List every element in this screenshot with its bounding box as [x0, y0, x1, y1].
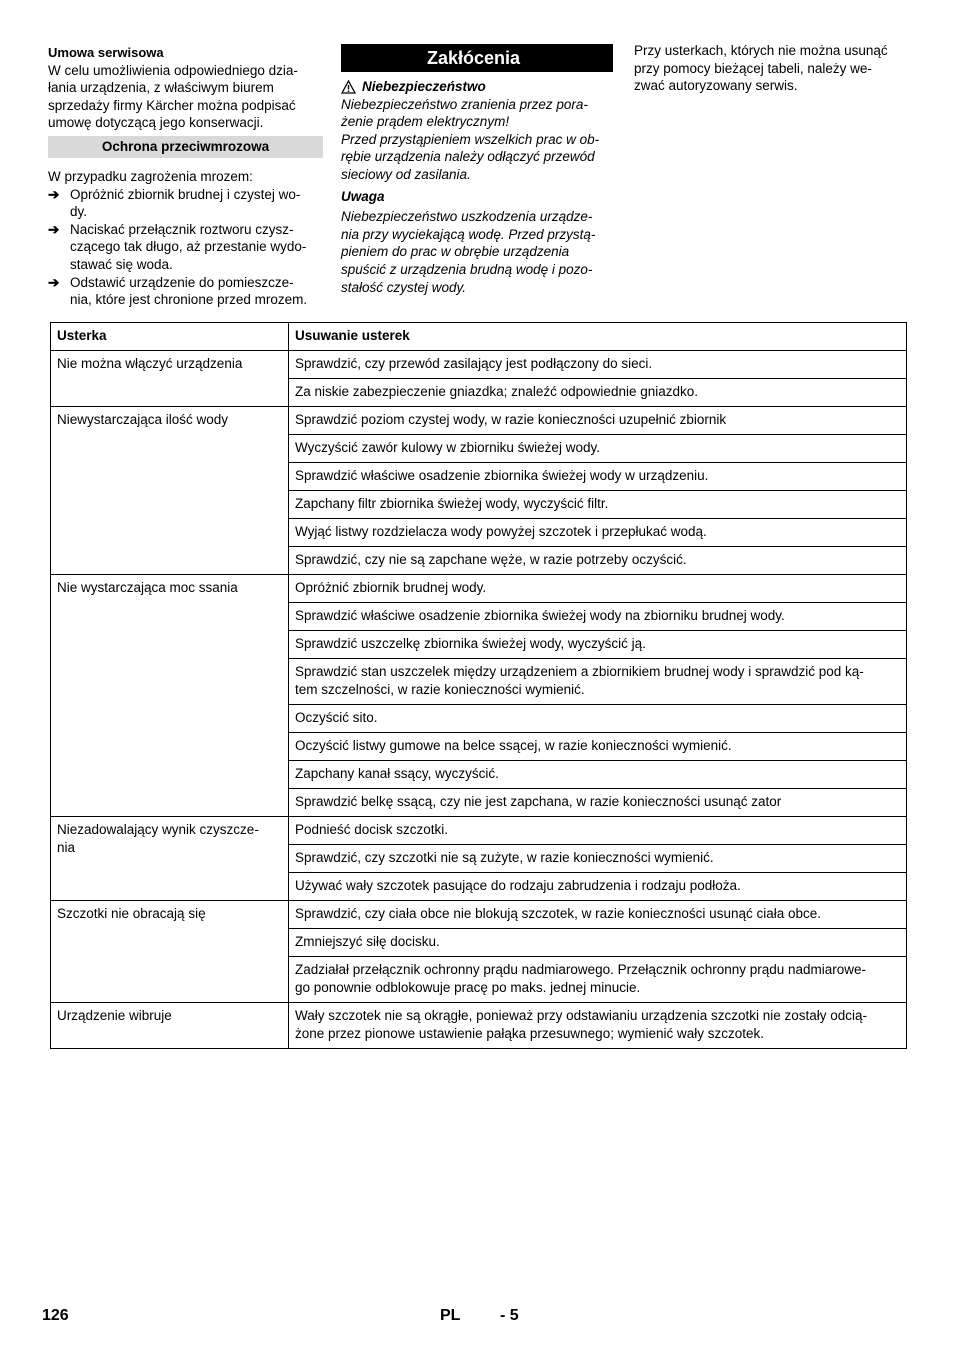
frost-protection-title: Ochrona przeciwmrozowa — [48, 136, 323, 158]
fault-cell: Urządzenie wibruje — [51, 1003, 289, 1049]
frost-intro: W przypadku zagrożenia mrozem: — [48, 168, 253, 184]
middle-column — [341, 44, 613, 296]
danger-label: Niebezpieczeństwo — [362, 79, 486, 94]
frost-list-item-text: Opróżnić zbiornik brudnej i czystej wo- dy. — [70, 186, 301, 220]
table-row — [51, 817, 907, 845]
remedy-cell: Sprawdzić belkę ssącą, czy nie jest zapchana, w razie konieczności usunąć zator — [289, 789, 907, 817]
table-body — [51, 351, 907, 1049]
right-column — [634, 42, 909, 95]
table-row — [51, 1003, 907, 1049]
warning-triangle-icon — [341, 80, 356, 94]
arrow-right-icon: ➔ — [48, 186, 60, 202]
service-contract-text: W celu umożliwienia odpowiedniego dzia- łania urządzenia, z właściwym biurem sprzedaży firmy Kärcher można podpisać umowę dotyczącą jego konserwacji. — [48, 62, 298, 131]
remedy-cell: Oczyścić sito. — [289, 705, 907, 733]
note-label: Uwaga — [341, 188, 385, 204]
remedy-cell: Wyjąć listwy rozdzielacza wody powyżej szczotek i przepłukać wodą. — [289, 519, 907, 547]
remedy-cell: Za niskie zabezpieczenie gniazdka; znaleźć odpowiednie gniazdko. — [289, 379, 907, 407]
danger-row — [341, 78, 613, 96]
frost-list-item-text: Odstawić urządzenie do pomieszcze- nia, które jest chronione przed mrozem. — [70, 274, 308, 308]
remedy-cell: Sprawdzić, czy nie są zapchane węże, w razie potrzeby oczyścić. — [289, 547, 907, 575]
remedy-cell: Opróżnić zbiornik brudnej wody. — [289, 575, 907, 603]
remedy-cell: Zadziałał przełącznik ochronny prądu nadmiarowego. Przełącznik ochronny prądu nadmiarowe- go ponownie odblokowuje pracę po maks. jednej minucie. — [289, 957, 907, 1003]
remedy-cell: Sprawdzić, czy przewód zasilający jest podłączony do sieci. — [289, 351, 907, 379]
remedy-cell: Wyczyścić zawór kulowy w zbiorniku świeżej wody. — [289, 435, 907, 463]
language-code: PL — [440, 1307, 461, 1324]
remedy-cell: Zmniejszyć siłę docisku. — [289, 929, 907, 957]
remedy-cell: Zapchany kanał ssący, wyczyścić. — [289, 761, 907, 789]
table-row — [51, 407, 907, 435]
page-number: 126 — [42, 1307, 69, 1324]
table-row — [51, 351, 907, 379]
fault-cell: Niewystarczająca ilość wody — [51, 407, 289, 575]
danger-text: Niebezpieczeństwo zranienia przez pora- żenie prądem elektrycznym! Przed przystąpieniem wszelkich prac w ob- rębie urządzenia należy odłączyć przewód sieciowy od zasilania. — [341, 96, 600, 182]
service-contract-title: Umowa serwisowa — [48, 45, 164, 60]
arrow-right-icon: ➔ — [48, 274, 60, 290]
remedy-cell: Sprawdzić właściwe osadzenie zbiornika świeżej wody na zbiorniku brudnej wody. — [289, 603, 907, 631]
remedy-cell: Sprawdzić, czy ciała obce nie blokują szczotek, w razie konieczności usunąć ciała obce. — [289, 901, 907, 929]
table-header-row — [51, 323, 907, 351]
frost-list-item — [48, 274, 323, 309]
header-remedy: Usuwanie usterek — [289, 323, 907, 351]
fault-cell: Niezadowalający wynik czyszcze- nia — [51, 817, 289, 901]
remedy-cell: Sprawdzić poziom czystej wody, w razie konieczności uzupełnić zbiornik — [289, 407, 907, 435]
fault-cell: Nie wystarczająca moc ssania — [51, 575, 289, 817]
remedy-cell: Oczyścić listwy gumowe na belce ssącej, w razie konieczności wymienić. — [289, 733, 907, 761]
remedy-cell: Sprawdzić, czy szczotki nie są zużyte, w razie konieczności wymienić. — [289, 845, 907, 873]
remedy-cell: Używać wały szczotek pasujące do rodzaju zabrudzenia i rodzaju podłoża. — [289, 873, 907, 901]
remedy-cell: Sprawdzić uszczelkę zbiornika świeżej wody, wyczyścić ją. — [289, 631, 907, 659]
service-note-text: Przy usterkach, których nie można usunąć przy pomocy bieżącej tabeli, należy we- zwać autoryzowany serwis. — [634, 43, 888, 94]
frost-list — [48, 186, 323, 309]
section-heading: Zakłócenia — [341, 44, 613, 72]
fault-cell: Szczotki nie obracają się — [51, 901, 289, 1003]
header-fault: Usterka — [51, 323, 289, 351]
note-text: Niebezpieczeństwo uszkodzenia urządze- nia przy wyciekającą wodę. Przed przystą- pieniem do prac w obrębie urządzenia spuścić z urządzenia brudną wodę i pozo- stałość czystej wody. — [341, 209, 596, 295]
frost-list-item — [48, 221, 323, 274]
frost-list-item — [48, 186, 323, 221]
remedy-cell: Zapchany filtr zbiornika świeżej wody, wyczyścić filtr. — [289, 491, 907, 519]
table-row — [51, 901, 907, 929]
remedy-cell: Sprawdzić stan uszczelek między urządzeniem a zbiornikiem brudnej wody i sprawdzić pod ką- tem szczelności, w razie konieczności wymienić. — [289, 659, 907, 705]
remedy-cell: Sprawdzić właściwe osadzenie zbiornika świeżej wody w urządzeniu. — [289, 463, 907, 491]
left-column — [48, 44, 323, 309]
arrow-right-icon: ➔ — [48, 221, 60, 237]
section-page: - 5 — [500, 1307, 519, 1324]
troubleshooting-table — [50, 322, 907, 1049]
remedy-cell: Wały szczotek nie są okrągłe, ponieważ przy odstawianiu urządzenia szczotki nie zostały odcią- żone przez pionowe ustawienie pałąka przesuwnego; wymienić wały szczotek. — [289, 1003, 907, 1049]
fault-cell: Nie można włączyć urządzenia — [51, 351, 289, 407]
table-row — [51, 575, 907, 603]
remedy-cell: Podnieść docisk szczotki. — [289, 817, 907, 845]
frost-list-item-text: Naciskać przełącznik roztworu czysz- czącego tak długo, aż przestanie wydo- stawać się woda. — [70, 221, 307, 272]
